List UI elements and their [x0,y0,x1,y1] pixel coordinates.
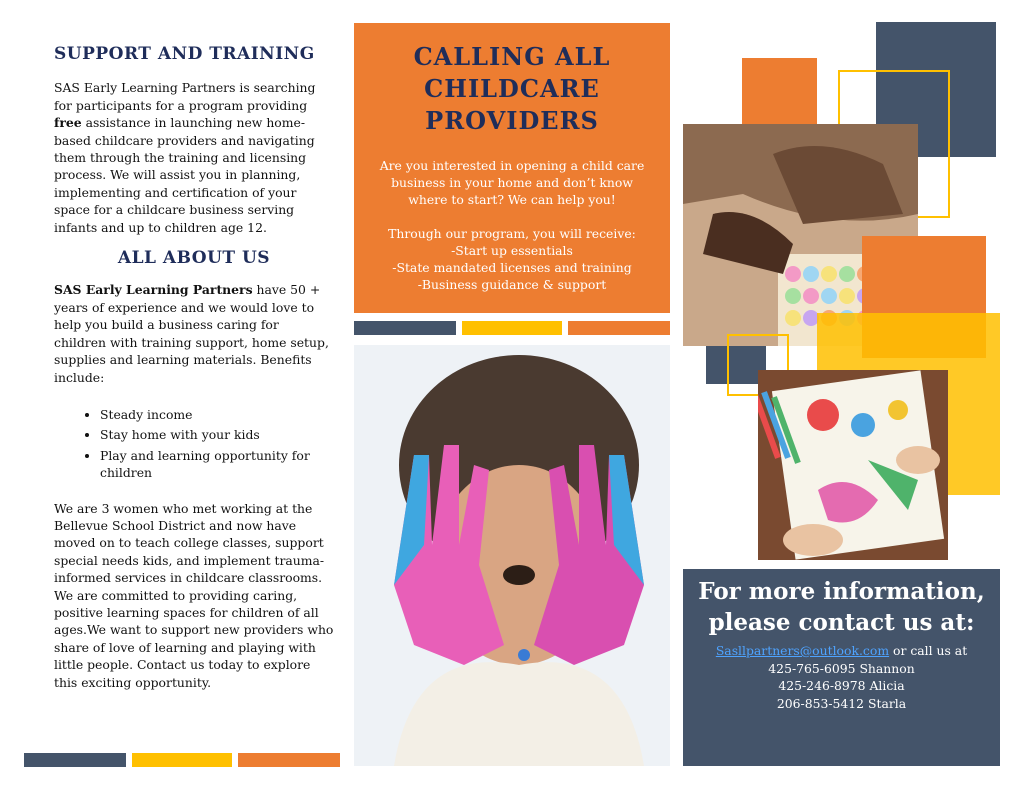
support-heading: SUPPORT AND TRAINING [54,44,315,64]
callout-body [376,157,648,293]
contact-email-line [683,642,1000,660]
child-drawing-photo [758,370,948,560]
callout-intro: Are you interested in opening a child care business in your home and don’t know where to start? We can help you! [379,158,645,207]
benefits-list [54,406,334,482]
callout-receive-lead: Through our program, you will receive: [388,226,636,241]
contact-heading: For more information, please contact us at: [698,578,985,636]
decor-bar-yellow [132,753,232,767]
callout-panel [354,23,670,313]
support-text-1: SAS Early Learning Partners is searching for participants for a program providing [54,80,316,113]
decor-bar-orange [238,753,340,767]
decor-bar-navy [354,321,456,335]
about-paragraph [54,281,334,385]
about-text: have 50 + years of experience and we would love to help you build a business caring for children with training support, home setup, supplies and learning materials. Benefits include: [54,282,329,385]
support-text-free: free [54,115,82,131]
contact-lines [683,642,1000,712]
callout-receive-item: -Business guidance & support [417,277,607,292]
about-org-name: SAS Early Learning Partners [54,282,253,298]
callout-receive-item: -Start up essentials [451,243,573,258]
decor-bar-orange [568,321,670,335]
decor-bar-navy [24,753,126,767]
benefit-item: • Steady income [100,406,334,423]
email-link[interactable]: Sasllpartners@outlook.com [715,643,890,658]
closing-paragraph: We are 3 women who met working at the Bellevue School District and now have moved on to teach college classes, support special needs kids, and implement trauma-informed services in childcare classrooms. We are committed to providing caring, positive learning spaces for children of all ages.We want to support new providers who share of love of learning and playing with little people. Contact us today to explore this exciting opportunity. [54,500,334,690]
decor-bar-yellow [462,321,562,335]
phone-line: 425-765-6095 Shannon [768,660,915,676]
callout-title: CALLING ALL CHILDCARE PROVIDERS [413,42,611,135]
left-column [54,46,334,691]
decor-square-orange [742,58,817,124]
benefit-item: • Play and learning opportunity for children [100,447,334,482]
about-heading: ALL ABOUT US [117,248,271,269]
benefit-item: • Stay home with your kids [100,426,334,443]
phone-line: 206-853-5412 Starla [776,695,907,711]
phone-line: 425-246-8978 Alicia [778,678,905,694]
child-painted-hands-photo [354,345,670,766]
support-text-2: assistance in launching new home-based childcare providers and navigating them through the training and licensing process. We will assist you in planning, implementing and certification of your space for a childcare business serving infants and up to children age 12. [54,115,315,235]
email-suffix: or call us at [889,643,968,658]
support-paragraph [54,79,334,236]
callout-receive-item: -State mandated licenses and training [392,260,632,275]
contact-panel [683,569,1000,766]
